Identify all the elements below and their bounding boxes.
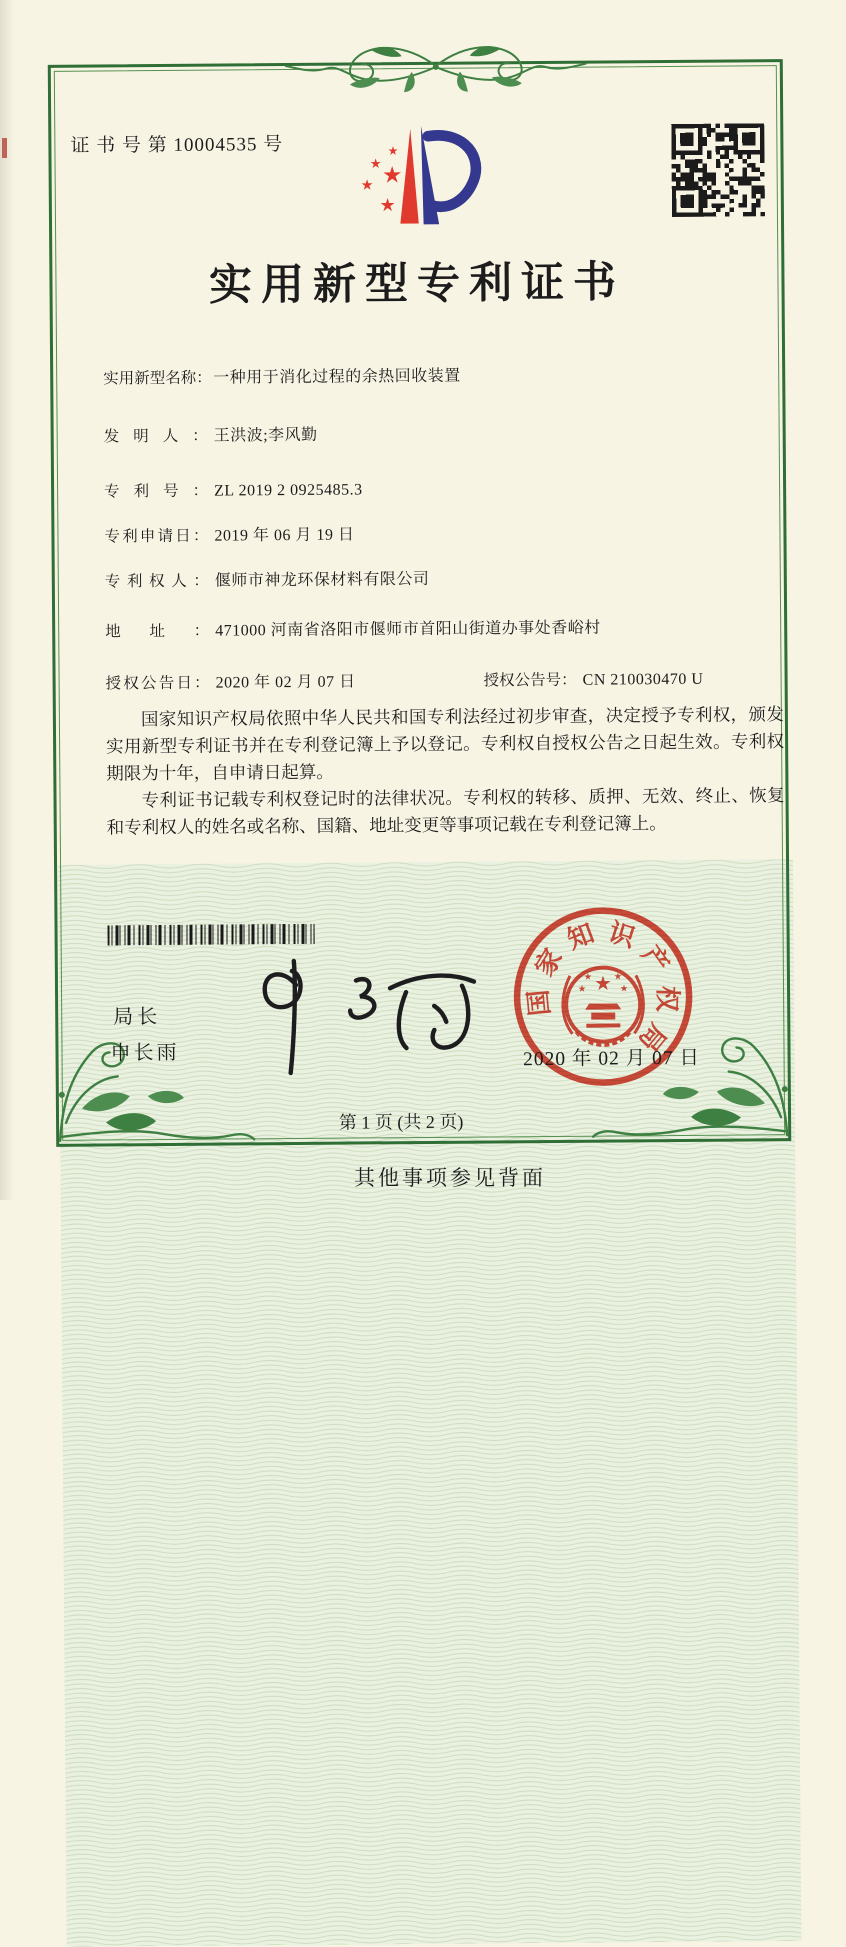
field-label: 授权公告号： bbox=[483, 671, 577, 690]
national-emblem-icon bbox=[563, 967, 644, 1045]
field-row-patent-no bbox=[104, 475, 756, 504]
grant-number-group bbox=[484, 668, 704, 694]
scan-edge-shadow bbox=[0, 0, 14, 1200]
top-ornament-icon bbox=[284, 31, 588, 97]
legal-paragraph: 国家知识产权局依照中华人民共和国专利法经过初步审查，决定授予专利权，颁发实用新型专利证书并在专利登记簿上予以登记。专利权自授权公告之日起生效。专利权期限为十年，自申请日起算。 bbox=[106, 704, 785, 784]
legal-text bbox=[106, 701, 785, 841]
field-row-address bbox=[105, 615, 757, 644]
footer-note: 其他事项参见背面 bbox=[354, 1166, 546, 1190]
seal-char: 局 bbox=[632, 1018, 672, 1057]
field-label: 实用新型名称： bbox=[103, 369, 212, 388]
field-label: 授权公告日： bbox=[105, 674, 210, 693]
certificate-number: 证 书 号 第 10004535 号 bbox=[70, 134, 284, 157]
seal-char: 国 bbox=[523, 988, 556, 1017]
commissioner-signature bbox=[238, 946, 479, 1078]
field-row-grant bbox=[106, 667, 758, 696]
seal-char: 识 bbox=[605, 917, 639, 953]
scan-red-mark bbox=[2, 138, 7, 158]
seal-char: 权 bbox=[652, 985, 682, 1013]
seal-char: 家 bbox=[529, 943, 569, 982]
field-label: 专利申请日： bbox=[104, 527, 209, 546]
cnipa-logo-icon bbox=[348, 111, 504, 240]
grant-number: CN 210030470 U bbox=[582, 670, 704, 689]
legal-paragraph: 专利证书记载专利权登记时的法律状况。专利权的转移、质押、无效、终止、恢复和专利权人的姓名或名称、国籍、地址变更等事项记载在专利登记簿上。 bbox=[106, 785, 785, 838]
field-row-inventor bbox=[104, 420, 756, 449]
field-value: 2019 年 06 月 19 日 bbox=[214, 526, 355, 545]
field-row-name bbox=[103, 362, 755, 391]
field-value: ZL 2019 2 0925485.3 bbox=[214, 481, 363, 500]
field-label: 专利号： bbox=[104, 482, 209, 501]
seal-date: 2020 年 02 月 07 日 bbox=[523, 1047, 701, 1071]
certificate-title: 实用新型专利证书 bbox=[208, 259, 626, 310]
field-row-filing-date bbox=[104, 520, 756, 549]
field-value: 471000 河南省洛阳市偃师市首阳山街道办事处香峪村 bbox=[215, 619, 601, 640]
seal-char: 知 bbox=[563, 918, 598, 955]
grant-date: 2020 年 02 月 07 日 bbox=[215, 673, 356, 692]
page-info: 第 1 页 (共 2 页) bbox=[338, 1111, 464, 1133]
field-label: 地址： bbox=[105, 622, 210, 641]
qr-code bbox=[671, 123, 765, 217]
field-value: 偃师市神龙环保材料有限公司 bbox=[214, 570, 430, 590]
commissioner-name: 申长雨 bbox=[110, 1041, 180, 1065]
barcode bbox=[108, 924, 315, 946]
field-value: 一种用于消化过程的余热回收装置 bbox=[213, 367, 461, 387]
field-label: 专利权人： bbox=[104, 572, 209, 591]
field-row-patentee bbox=[105, 565, 757, 594]
certificate-sheet bbox=[48, 59, 791, 1147]
seal-char: 产 bbox=[635, 940, 675, 979]
commissioner-title: 局长 bbox=[113, 1006, 162, 1029]
field-value: 王洪波;李风勤 bbox=[213, 426, 318, 445]
field-label: 发明人： bbox=[103, 427, 208, 446]
